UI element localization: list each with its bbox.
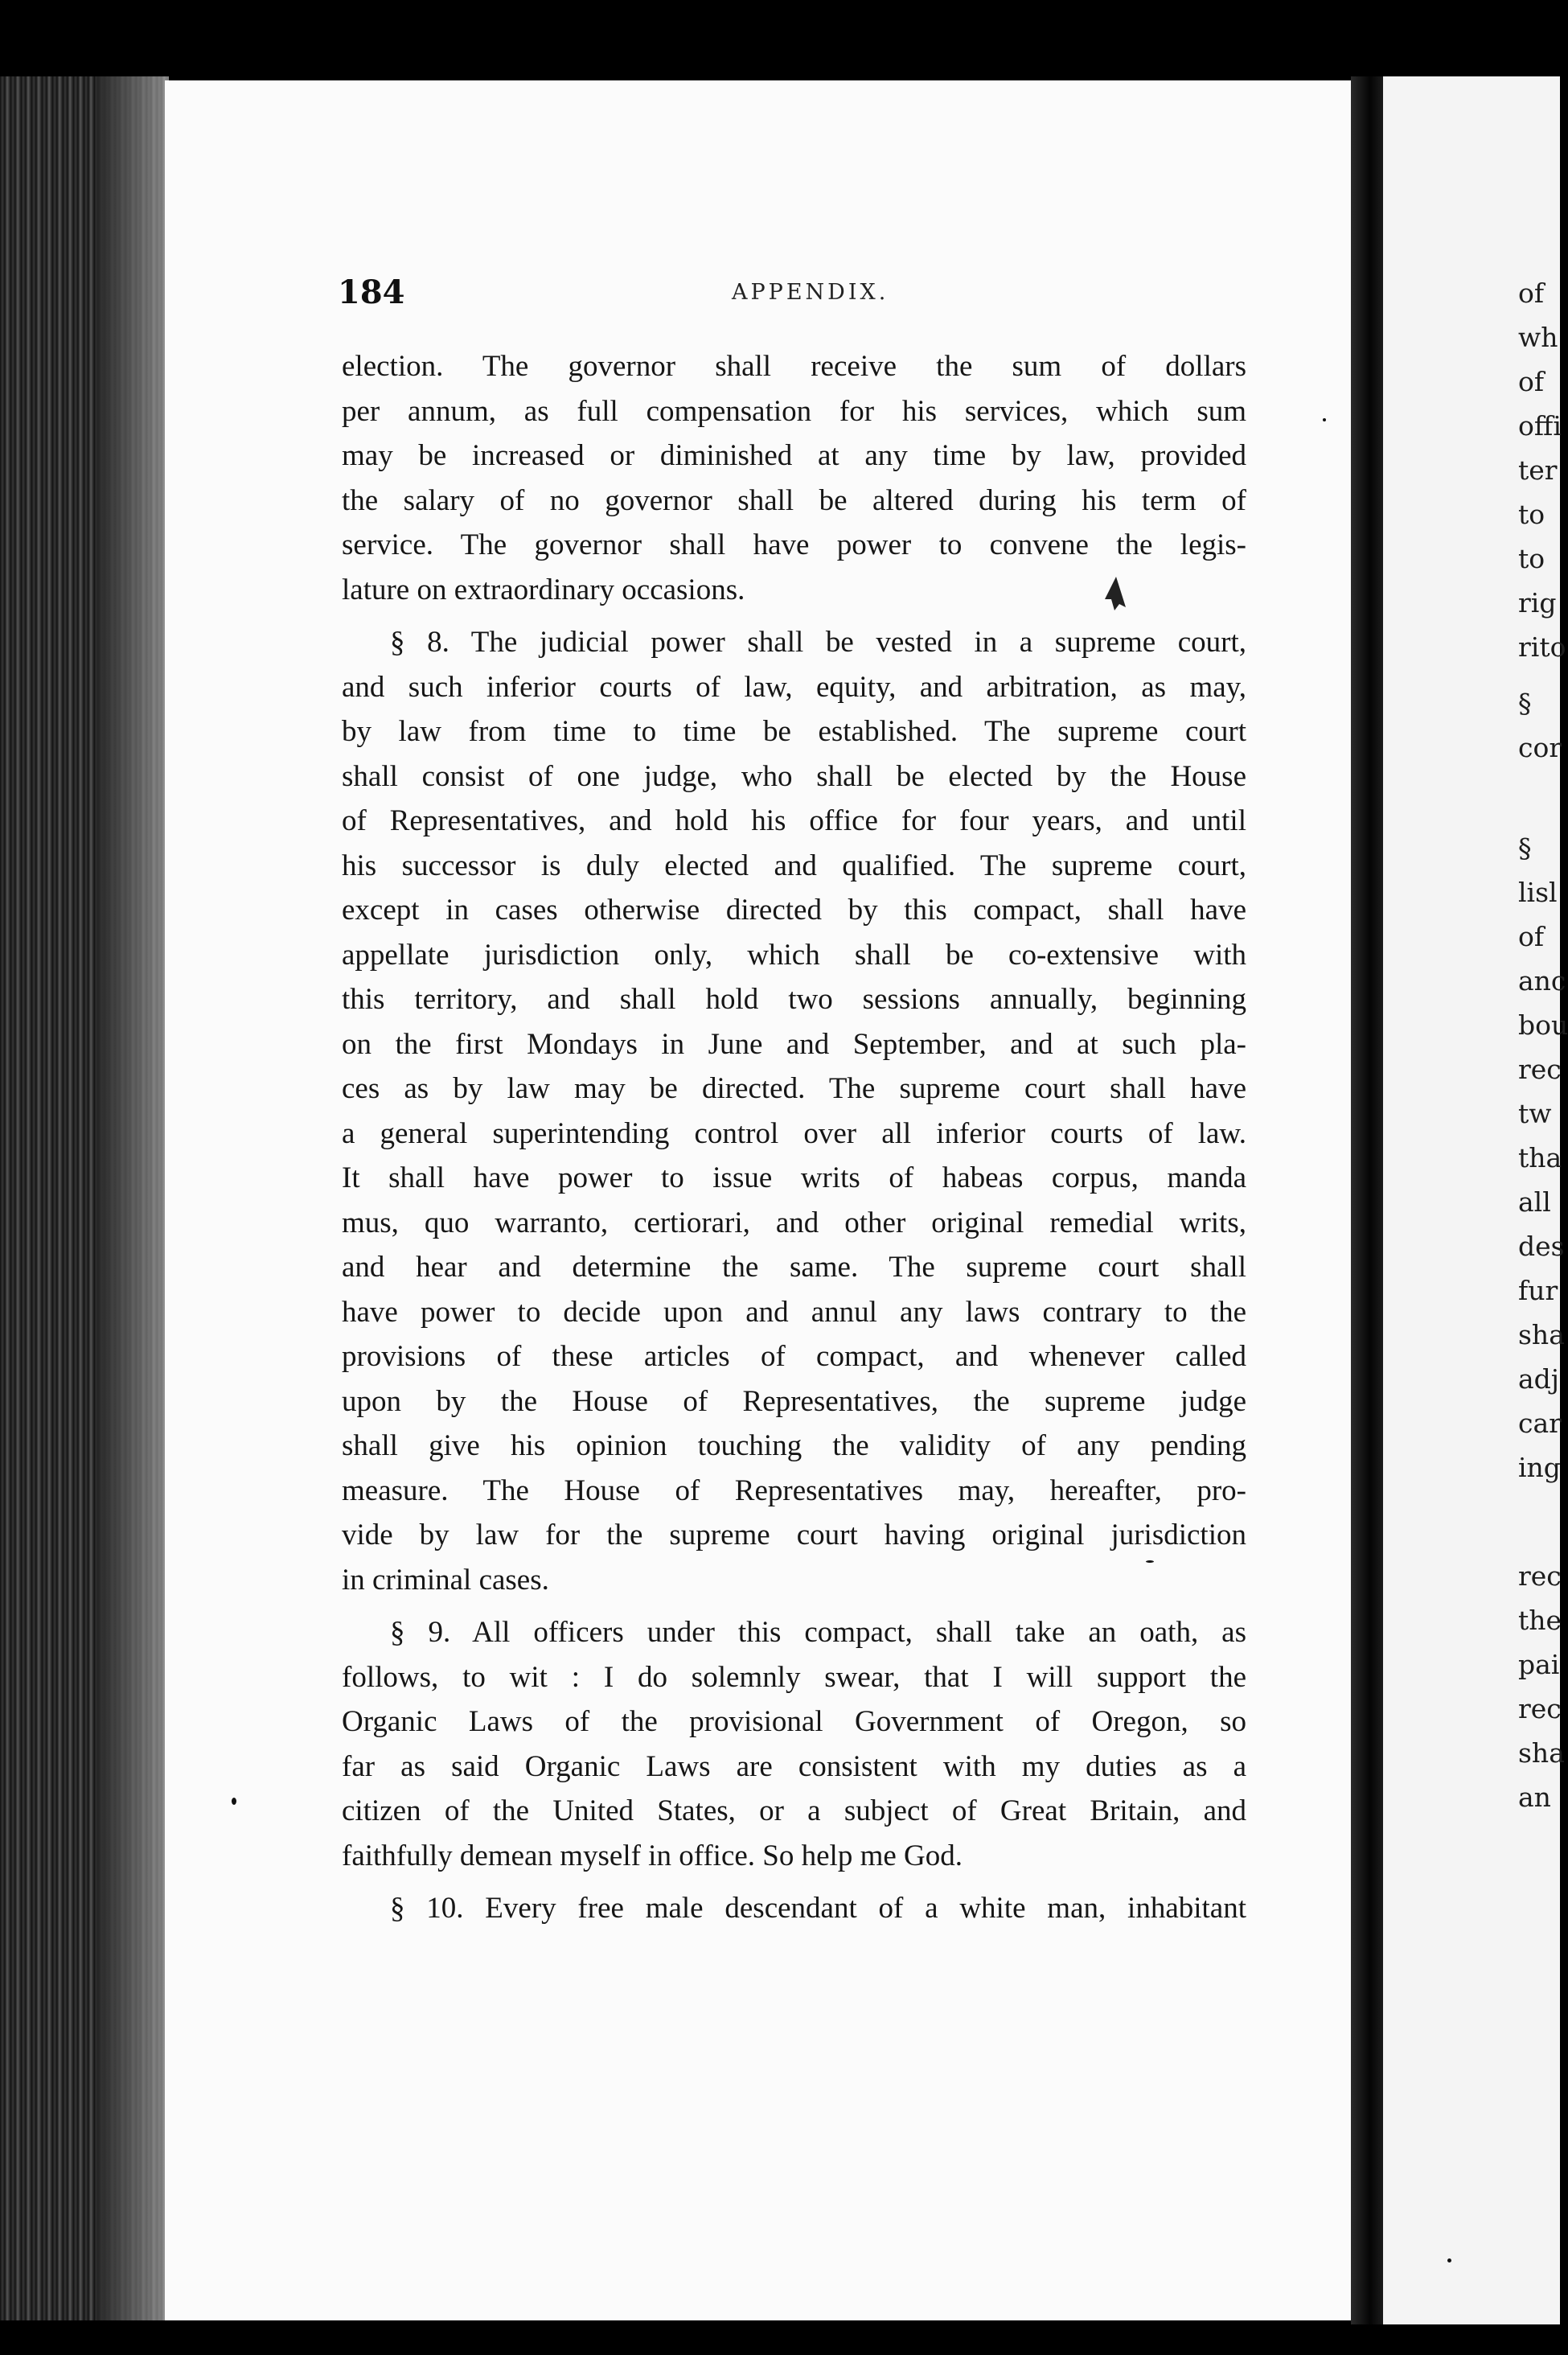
text-line: service. The governor shall have power to convene the legis- bbox=[342, 528, 1246, 561]
text-line: and hear and determine the same. The supreme court shall bbox=[342, 1251, 1246, 1284]
paragraph bbox=[342, 344, 1246, 612]
facing-page-fragment: anc bbox=[1518, 965, 1566, 997]
facing-page-fragment: adj bbox=[1518, 1363, 1560, 1395]
text-line: measure. The House of Representatives may, hereafter, pro- bbox=[342, 1473, 1246, 1507]
facing-page-fragment: all bbox=[1518, 1186, 1551, 1218]
text-line: far as said Organic Laws are consistent with my duties as a bbox=[342, 1749, 1246, 1783]
facing-page-fragment: to bbox=[1518, 499, 1545, 530]
text-line: § 8. The judicial power shall be vested in a supreme court, bbox=[390, 626, 1246, 659]
text-line: citizen of the United States, or a subject of Great Britain, and bbox=[342, 1794, 1246, 1827]
text-line: of Representatives, and hold his office for four years, and until bbox=[342, 804, 1246, 837]
facing-page-fragment: rig bbox=[1518, 587, 1557, 619]
text-line: faithfully demean myself in office. So help me God. bbox=[342, 1839, 963, 1872]
text-line: a general superintending control over all inferior courts of law. bbox=[342, 1116, 1246, 1150]
paragraph bbox=[342, 620, 1246, 1602]
facing-page-fragment: bou bbox=[1518, 1009, 1568, 1041]
facing-page-fragment: of bbox=[1518, 277, 1545, 309]
text-line: this territory, and shall hold two sessions annually, beginning bbox=[342, 983, 1246, 1016]
text-line: election. The governor shall receive the sum of dollars bbox=[342, 350, 1246, 383]
text-line: upon by the House of Representatives, the supreme judge bbox=[342, 1384, 1246, 1418]
book-spine bbox=[1351, 76, 1383, 2324]
text-line: lature on extraordinary occasions. bbox=[342, 573, 745, 606]
speck bbox=[1146, 1560, 1154, 1563]
facing-page-fragment: fur bbox=[1518, 1275, 1558, 1306]
text-line: vide by law for the supreme court having original jurisdiction bbox=[342, 1519, 1246, 1552]
facing-page-fragment: tw bbox=[1518, 1098, 1552, 1129]
text-line: have power to decide upon and annul any laws contrary to the bbox=[342, 1295, 1246, 1329]
text-line: in criminal cases. bbox=[342, 1563, 549, 1597]
facing-page-fragment: car bbox=[1518, 1408, 1562, 1439]
facing-page-fragment: of bbox=[1518, 366, 1545, 397]
speck bbox=[1323, 418, 1326, 421]
text-line: shall give his opinion touching the validity of any pending bbox=[342, 1429, 1246, 1462]
paragraph bbox=[342, 1886, 1246, 1931]
facing-page-fragment: ter bbox=[1518, 454, 1558, 486]
facing-page-fragment: tha bbox=[1518, 1142, 1562, 1173]
page-heading: APPENDIX. bbox=[732, 280, 889, 305]
facing-page-fragment: an bbox=[1518, 1782, 1551, 1813]
facing-page-fragment: ing bbox=[1518, 1452, 1561, 1483]
facing-page-fragment: § bbox=[1518, 832, 1532, 864]
speck bbox=[1447, 2258, 1451, 2263]
text-line: shall consist of one judge, who shall be elected by the House bbox=[342, 759, 1246, 793]
page-number: 184 bbox=[338, 273, 405, 311]
text-line: the salary of no governor shall be altered during his term of bbox=[342, 483, 1246, 517]
body-text bbox=[342, 344, 1246, 1931]
text-line: on the first Mondays in June and September, and at such pla- bbox=[342, 1027, 1246, 1061]
facing-page-fragment: the bbox=[1518, 1605, 1562, 1636]
facing-page-fragment: cor bbox=[1518, 732, 1562, 763]
facing-page-fragment: of bbox=[1518, 921, 1545, 952]
speck bbox=[232, 1798, 236, 1805]
facing-page-fragment: rito bbox=[1518, 631, 1566, 663]
text-line: § 10. Every free male descendant of a white man, inhabitant bbox=[390, 1892, 1246, 1925]
facing-page-fragment: to bbox=[1518, 543, 1545, 574]
facing-page-fragment: rec bbox=[1518, 1054, 1562, 1085]
text-line: follows, to wit : I do solemnly swear, that I will support the bbox=[342, 1660, 1246, 1694]
book-gutter-left bbox=[0, 76, 169, 2320]
text-line: mus, quo warranto, certiorari, and other original remedial writs, bbox=[342, 1206, 1246, 1239]
facing-page-edge bbox=[1383, 76, 1568, 2324]
text-line: provisions of these articles of compact, and whenever called bbox=[342, 1340, 1246, 1373]
text-line: by law from time to time be established. The supreme court bbox=[342, 715, 1246, 748]
facing-page-fragment: rec bbox=[1518, 1560, 1562, 1592]
facing-page-fragment: wh bbox=[1518, 322, 1558, 353]
text-line: his successor is duly elected and qualified. The supreme court, bbox=[342, 849, 1246, 882]
facing-page-fragment: lisl bbox=[1518, 877, 1558, 908]
text-line: It shall have power to issue writs of habeas corpus, manda bbox=[342, 1161, 1246, 1194]
text-line: Organic Laws of the provisional Government of Oregon, so bbox=[342, 1705, 1246, 1738]
text-line: per annum, as full compensation for his services, which sum bbox=[342, 394, 1246, 428]
text-line: except in cases otherwise directed by this compact, shall have bbox=[342, 894, 1246, 927]
text-line: and such inferior courts of law, equity, and arbitration, as may, bbox=[342, 670, 1246, 704]
facing-page-fragment: offi bbox=[1518, 410, 1562, 442]
text-line: appellate jurisdiction only, which shall be co-extensive with bbox=[342, 938, 1246, 972]
paragraph bbox=[342, 1610, 1246, 1878]
facing-page-fragment: sha bbox=[1518, 1737, 1565, 1769]
facing-page-fragment: sha bbox=[1518, 1319, 1565, 1350]
text-line: may be increased or diminished at any time by law, provided bbox=[342, 439, 1246, 472]
facing-page-fragment: § bbox=[1518, 688, 1532, 719]
text-line: § 9. All officers under this compact, shall take an oath, as bbox=[390, 1616, 1246, 1649]
running-head bbox=[177, 273, 1246, 322]
facing-page-fragment: rec bbox=[1518, 1693, 1562, 1724]
facing-page-fragment: pai bbox=[1518, 1649, 1560, 1680]
text-line: ces as by law may be directed. The supreme court shall have bbox=[342, 1072, 1246, 1105]
facing-page-fragment: des bbox=[1518, 1231, 1565, 1262]
